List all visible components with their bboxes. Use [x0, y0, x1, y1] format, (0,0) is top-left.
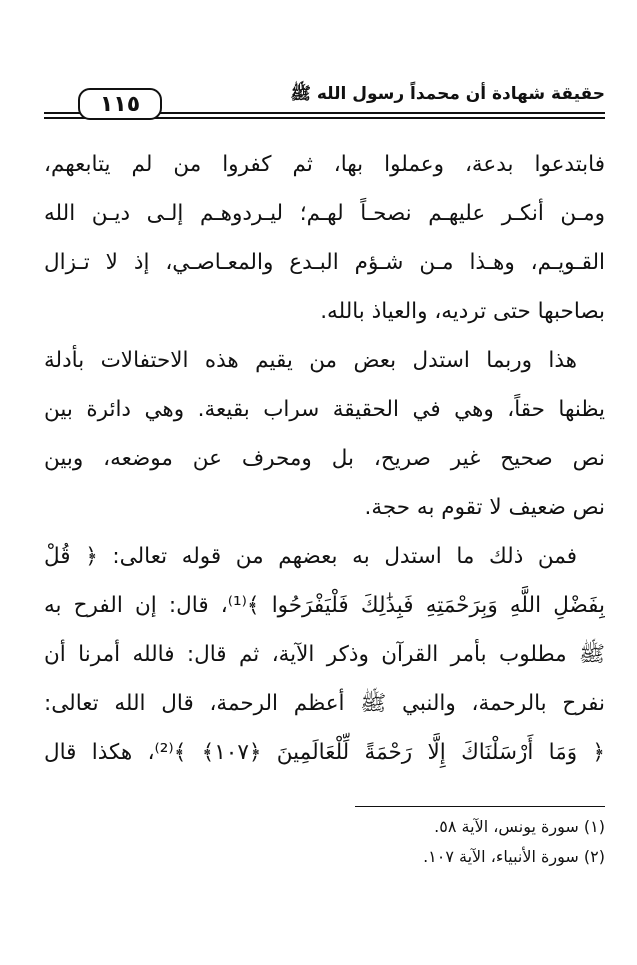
text-line-13: ﴿ وَمَا أَرْسَلْنَاكَ إِلَّا رَحْمَةً لِّلْعَالَمِينَ ﴿١٠٧﴾ ﴾⁽²⁾، هكذا قال — [44, 740, 605, 765]
text-line-4: بصاحبها حتى ترديه، والعياذ بالله. — [320, 299, 605, 324]
text-line-5: هذا وربما استدل بعض من يقيم هذه الاحتفالات بأدلة — [44, 348, 577, 373]
text-line-7: نص صحيح غير صريح، بل ومحرف عن موضعه، وبين — [44, 446, 605, 471]
footnote-separator — [355, 806, 605, 807]
text-line-6: يظنها حقاً، وهي في الحقيقة سراب بقيعة. وهي دائرة بين — [44, 397, 605, 422]
body-text — [44, 140, 605, 777]
text-line-3: القـويـم، وهـذا مـن شـؤم البـدع والمعـاصـي، إذ لا تـزال — [44, 250, 605, 275]
page-header — [44, 86, 605, 122]
text-line-1: فابتدعوا بدعة، وعملوا بها، ثم كفروا من لم يتابعهم، — [44, 152, 605, 177]
footnote-2: (٢) سورة الأنبياء، الآية ١٠٧. — [423, 847, 605, 866]
running-title: حقيقة شهادة أن محمداً رسول الله ﷺ — [282, 82, 605, 106]
page-number: ١١٥ — [78, 88, 162, 120]
footnote-1: (١) سورة يونس، الآية ٥٨. — [434, 817, 605, 836]
footnotes — [44, 812, 605, 872]
text-line-11: ﷺ مطلوب بأمر القرآن وذكر الآية، ثم قال: فالله أمرنا أن — [44, 642, 605, 667]
text-line-10: بِفَضْلِ اللَّهِ وَبِرَحْمَتِهِ فَبِذَٰلِكَ فَلْيَفْرَحُوا ﴾⁽¹⁾، قال: إن الفرح به — [44, 593, 605, 618]
text-line-9: فمن ذلك ما استدل به بعضهم من قوله تعالى: ﴿ قُلْ — [44, 544, 577, 569]
text-line-8: نص ضعيف لا تقوم به حجة. — [364, 495, 605, 520]
text-line-2: ومـن أنكـر عليهـم نصحـاً لهـم؛ ليـردوهـم إلـى ديـن الله — [44, 201, 605, 226]
text-line-12: نفرح بالرحمة، والنبي ﷺ أعظم الرحمة، قال الله تعالى: — [44, 691, 605, 716]
